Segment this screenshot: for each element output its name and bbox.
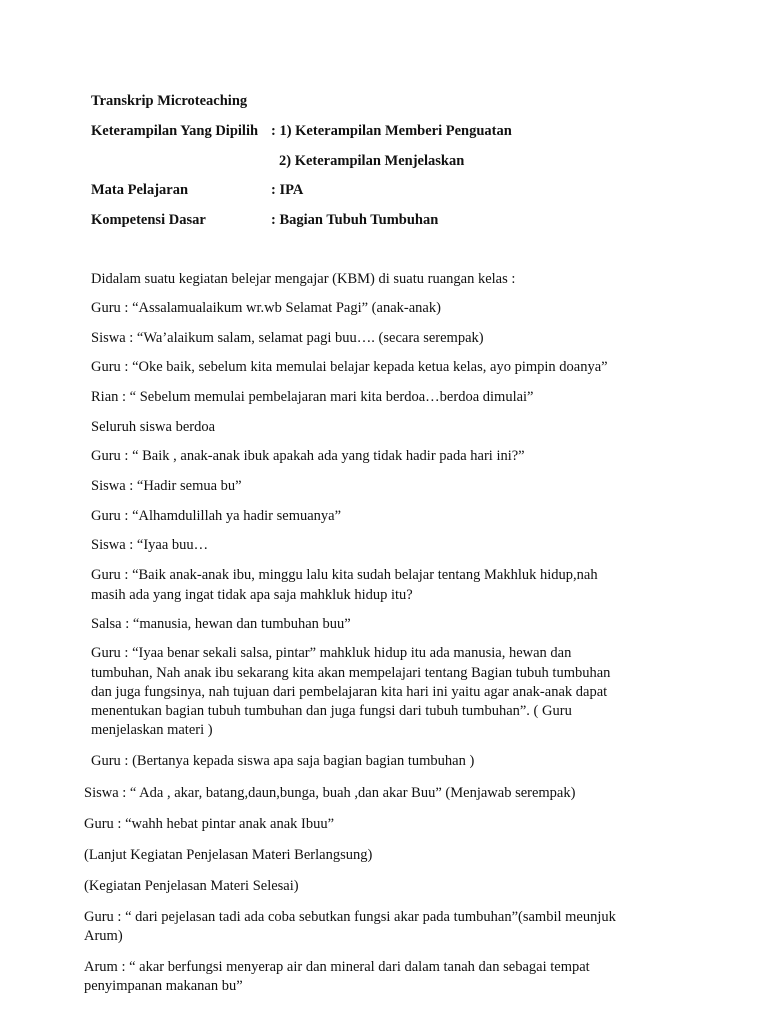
dialogue-line: Siswa : “Wa’alaikum salam, selamat pagi buu…. (secara serempak) xyxy=(91,330,484,346)
dialogue-line: Siswa : “Iyaa buu… xyxy=(91,537,209,553)
dialogue-line-continued: Arum) xyxy=(84,928,123,944)
dialogue-line: Guru : “Baik anak-anak ibu, minggu lalu kita sudah belajar tentang Makhluk hidup,nah xyxy=(91,567,598,583)
dialogue-line-continued: dan juga fungsinya, nah tujuan dari pembelajaran kita hari ini yaitu agar anak-anak dapat xyxy=(91,684,608,700)
document-title: Transkrip Microteaching xyxy=(91,93,248,109)
dialogue-line-continued: masih ada yang ingat tidak apa saja mahkluk hidup itu? xyxy=(91,587,413,603)
stage-direction: (Lanjut Kegiatan Penjelasan Materi Berlangsung) xyxy=(84,847,373,863)
dialogue-line: Guru : (Bertanya kepada siswa apa saja bagian bagian tumbuhan ) xyxy=(91,753,475,769)
dialogue-line: Guru : “ dari pejelasan tadi ada coba sebutkan fungsi akar pada tumbuhan”(sambil meunjuk xyxy=(84,909,616,925)
narration-line: Seluruh siswa berdoa xyxy=(91,419,216,435)
competency-label: Kompetensi Dasar xyxy=(91,212,206,228)
skill-1-value: : 1) Keterampilan Memberi Penguatan xyxy=(271,123,512,139)
intro-text: Didalam suatu kegiatan belejar mengajar (KBM) di suatu ruangan kelas : xyxy=(91,271,516,287)
skill-2-value: 2) Keterampilan Menjelaskan xyxy=(279,153,465,169)
dialogue-line-continued: tumbuhan, Nah anak ibu sekarang kita akan mempelajari tentang Bagian tubuh tumbuhan xyxy=(91,665,611,681)
dialogue-line-continued: menjelaskan materi ) xyxy=(91,722,213,738)
dialogue-line: Salsa : “manusia, hewan dan tumbuhan buu” xyxy=(91,616,351,632)
dialogue-line-continued: penyimpanan makanan bu” xyxy=(84,978,243,994)
skills-label: Keterampilan Yang Dipilih xyxy=(91,123,259,139)
stage-direction: (Kegiatan Penjelasan Materi Selesai) xyxy=(84,878,299,894)
dialogue-line: Guru : “Assalamualaikum wr.wb Selamat Pagi” (anak-anak) xyxy=(91,300,441,316)
dialogue-line: Rian : “ Sebelum memulai pembelajaran mari kita berdoa…berdoa dimulai” xyxy=(91,389,534,405)
dialogue-line: Siswa : “Hadir semua bu” xyxy=(91,478,242,494)
competency-value: : Bagian Tubuh Tumbuhan xyxy=(271,212,439,228)
dialogue-line: Guru : “wahh hebat pintar anak anak Ibuu” xyxy=(84,816,335,832)
dialogue-line: Arum : “ akar berfungsi menyerap air dan mineral dari dalam tanah dan sebagai tempat xyxy=(84,959,590,975)
dialogue-line: Guru : “Oke baik, sebelum kita memulai belajar kepada ketua kelas, ayo pimpin doanya” xyxy=(91,359,608,375)
dialogue-line: Guru : “ Baik , anak-anak ibuk apakah ada yang tidak hadir pada hari ini?” xyxy=(91,448,525,464)
subject-value: : IPA xyxy=(271,182,304,198)
subject-label: Mata Pelajaran xyxy=(91,182,189,198)
dialogue-line-continued: menentukan bagian tubuh tumbuhan dan juga fungsi dari tubuh tumbuhan”. ( Guru xyxy=(91,703,572,719)
dialogue-line: Guru : “Alhamdulillah ya hadir semuanya” xyxy=(91,508,342,524)
dialogue-line: Guru : “Iyaa benar sekali salsa, pintar” mahkluk hidup itu ada manusia, hewan dan xyxy=(91,645,572,661)
dialogue-line: Siswa : “ Ada , akar, batang,daun,bunga, buah ,dan akar Buu” (Menjawab serempak) xyxy=(84,785,576,801)
